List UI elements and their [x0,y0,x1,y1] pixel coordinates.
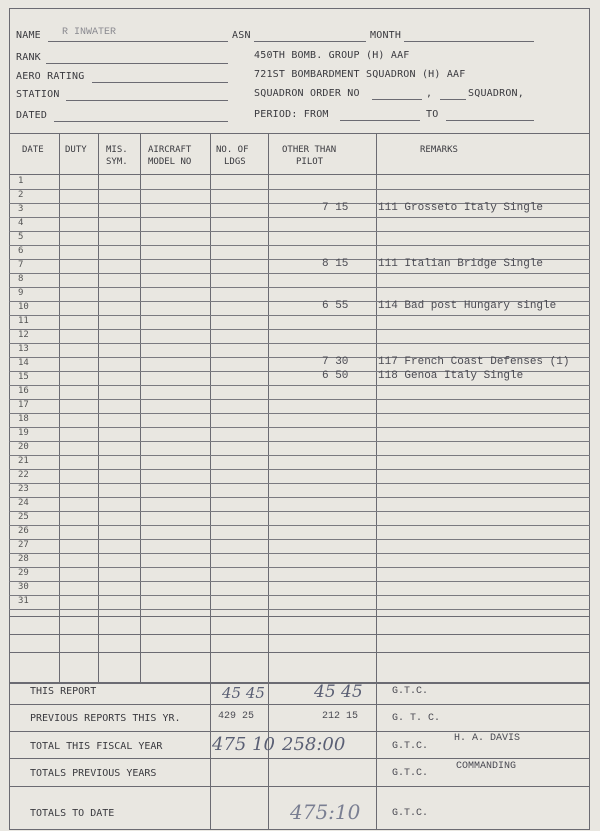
day-number: 15 [18,372,29,382]
day-row-rule [9,287,590,288]
totals-fiscal-year-landings: 475 10 [212,734,275,755]
day-number: 6 [18,246,24,256]
entry-remarks: 111 Grosseto Italy Single [378,202,544,214]
station-line [66,100,228,101]
blank-row-rule-2 [9,634,590,635]
totals-fiscal-year-signoff: G.T.C. [392,741,429,752]
column-header-landings-1: NO. OF [216,145,249,155]
order-squadron-line [440,99,466,100]
column-header-aircraft-2: MODEL NO [148,157,192,167]
day-number: 2 [18,190,24,200]
month-line [404,41,534,42]
column-header-aircraft-1: AIRCRAFT [148,145,192,155]
totals-this-report-signoff: G.T.C. [392,686,429,697]
totals-previous-reports-label: PREVIOUS REPORTS THIS YR. [30,713,181,724]
day-number: 10 [18,302,29,312]
day-row-rule [9,595,590,596]
day-number: 22 [18,470,29,480]
column-header-remarks: REMARKS [420,145,458,155]
day-row-rule [9,413,590,414]
blank-row-rule-1 [9,616,590,617]
day-row-rule [9,399,590,400]
header-bottom-rule [9,174,590,175]
squadron-line: 721ST BOMBARDMENT SQUADRON (H) AAF [254,69,466,80]
dated-line [54,121,228,122]
divider-landings-other [268,134,269,830]
commanding-officer-title: COMMANDING [456,761,517,772]
day-row-rule [9,525,590,526]
entry-other-than-pilot: 6 55 [322,300,349,312]
totals-previous-years-signoff: G.T.C. [392,768,429,779]
commanding-officer-name: H. A. DAVIS [454,733,521,744]
order-squadron-label: SQUADRON, [468,88,524,99]
totals-to-date-signoff: G.T.C. [392,808,429,819]
day-row-rule [9,245,590,246]
day-number: 9 [18,288,24,298]
totals-previous-years-label: TOTALS PREVIOUS YEARS [30,768,157,779]
period-from-label: PERIOD: FROM [254,109,329,120]
blank-row-rule-3 [9,652,590,653]
day-row-rule [9,189,590,190]
entry-other-than-pilot: 7 30 [322,356,349,368]
day-row-rule [9,441,590,442]
name-value: R INWATER [62,27,117,38]
day-number: 8 [18,274,24,284]
day-row-rule [9,609,590,610]
day-number: 30 [18,582,29,592]
column-header-mis-1: MIS. [106,145,128,155]
day-row-rule [9,469,590,470]
day-number: 29 [18,568,29,578]
top-border [9,8,590,9]
day-number: 19 [18,428,29,438]
day-number: 1 [18,176,24,186]
day-row-rule [9,329,590,330]
squadron-order-label: SQUADRON ORDER NO [254,88,360,99]
day-number: 26 [18,526,29,536]
totals-this-report-landings: 45 45 [222,684,265,702]
day-number: 28 [18,554,29,564]
totals-top-rule [9,682,590,684]
day-row-rule [9,385,590,386]
day-number: 12 [18,330,29,340]
totals-previous-reports-landings: 429 25 [218,711,255,722]
day-number: 4 [18,218,24,228]
asn-label: ASN [232,30,251,41]
column-header-other-than-pilot-1: OTHER THAN [282,145,337,155]
column-header-duty: DUTY [65,145,87,155]
totals-this-report-label: THIS REPORT [30,686,97,697]
right-border [589,8,590,830]
form-bottom-rule [9,829,590,830]
day-row-rule [9,217,590,218]
day-row-rule [9,315,590,316]
day-row-rule [9,567,590,568]
period-to-label: TO [426,109,439,120]
entry-remarks: 114 Bad post Hungary single [378,300,557,312]
period-from-line [340,120,420,121]
day-number: 23 [18,484,29,494]
order-separator: , [426,88,433,99]
day-row-rule [9,581,590,582]
column-header-date: DATE [22,145,44,155]
totals-rule-1 [9,704,590,705]
day-row-rule [9,427,590,428]
day-number: 5 [18,232,24,242]
aero-rating-label: AERO RATING [16,71,85,82]
day-number: 18 [18,414,29,424]
entry-other-than-pilot: 8 15 [322,258,349,270]
day-number: 7 [18,260,24,270]
totals-to-date-label: TOTALS TO DATE [30,808,115,819]
station-label: STATION [16,89,60,100]
divider-other-remarks [376,134,377,830]
day-number: 27 [18,540,29,550]
asn-line [254,41,366,42]
left-border [9,8,10,830]
rank-label: RANK [16,52,41,63]
totals-this-report-other: 45 45 [314,682,363,702]
totals-rule-3 [9,758,590,759]
day-row-rule [9,497,590,498]
month-label: MONTH [370,30,402,41]
rank-line [46,63,228,64]
column-header-mis-2: SYM. [106,157,128,167]
table-top-rule [9,133,590,134]
day-row-rule [9,511,590,512]
divider-aircraft-landings [210,134,211,830]
totals-fiscal-year-other: 258:00 [282,734,346,755]
entry-remarks: 111 Italian Bridge Single [378,258,544,270]
day-row-rule [9,273,590,274]
day-number: 25 [18,512,29,522]
day-row-rule [9,539,590,540]
column-header-landings-2: LDGS [224,157,246,167]
totals-rule-2 [9,731,590,732]
day-number: 31 [18,596,29,606]
day-number: 24 [18,498,29,508]
period-to-line [446,120,534,121]
totals-to-date-other: 475:10 [290,800,361,824]
column-header-other-than-pilot-2: PILOT [296,157,324,167]
day-row-rule [9,483,590,484]
day-number: 3 [18,204,24,214]
day-row-rule [9,455,590,456]
day-row-rule [9,553,590,554]
totals-previous-reports-other: 212 15 [322,711,359,722]
name-line [48,41,228,42]
entry-other-than-pilot: 7 15 [322,202,349,214]
dated-label: DATED [16,110,48,121]
day-row-rule [9,343,590,344]
day-number: 17 [18,400,29,410]
entry-remarks: 118 Genoa Italy Single [378,370,524,382]
order-number-line [372,99,422,100]
day-number: 13 [18,344,29,354]
aero-rating-line [92,82,228,83]
day-number: 20 [18,442,29,452]
day-number: 16 [18,386,29,396]
entry-other-than-pilot: 6 50 [322,370,349,382]
name-label: NAME [16,30,41,41]
day-row-rule [9,231,590,232]
totals-previous-reports-signoff: G. T. C. [392,713,441,724]
totals-rule-4 [9,786,590,787]
group-line: 450TH BOMB. GROUP (H) AAF [254,50,410,61]
entry-remarks: 117 French Coast Defenses (1) [378,356,570,368]
totals-fiscal-year-label: TOTAL THIS FISCAL YEAR [30,741,163,752]
day-number: 14 [18,358,29,368]
day-number: 11 [18,316,29,326]
day-number: 21 [18,456,29,466]
